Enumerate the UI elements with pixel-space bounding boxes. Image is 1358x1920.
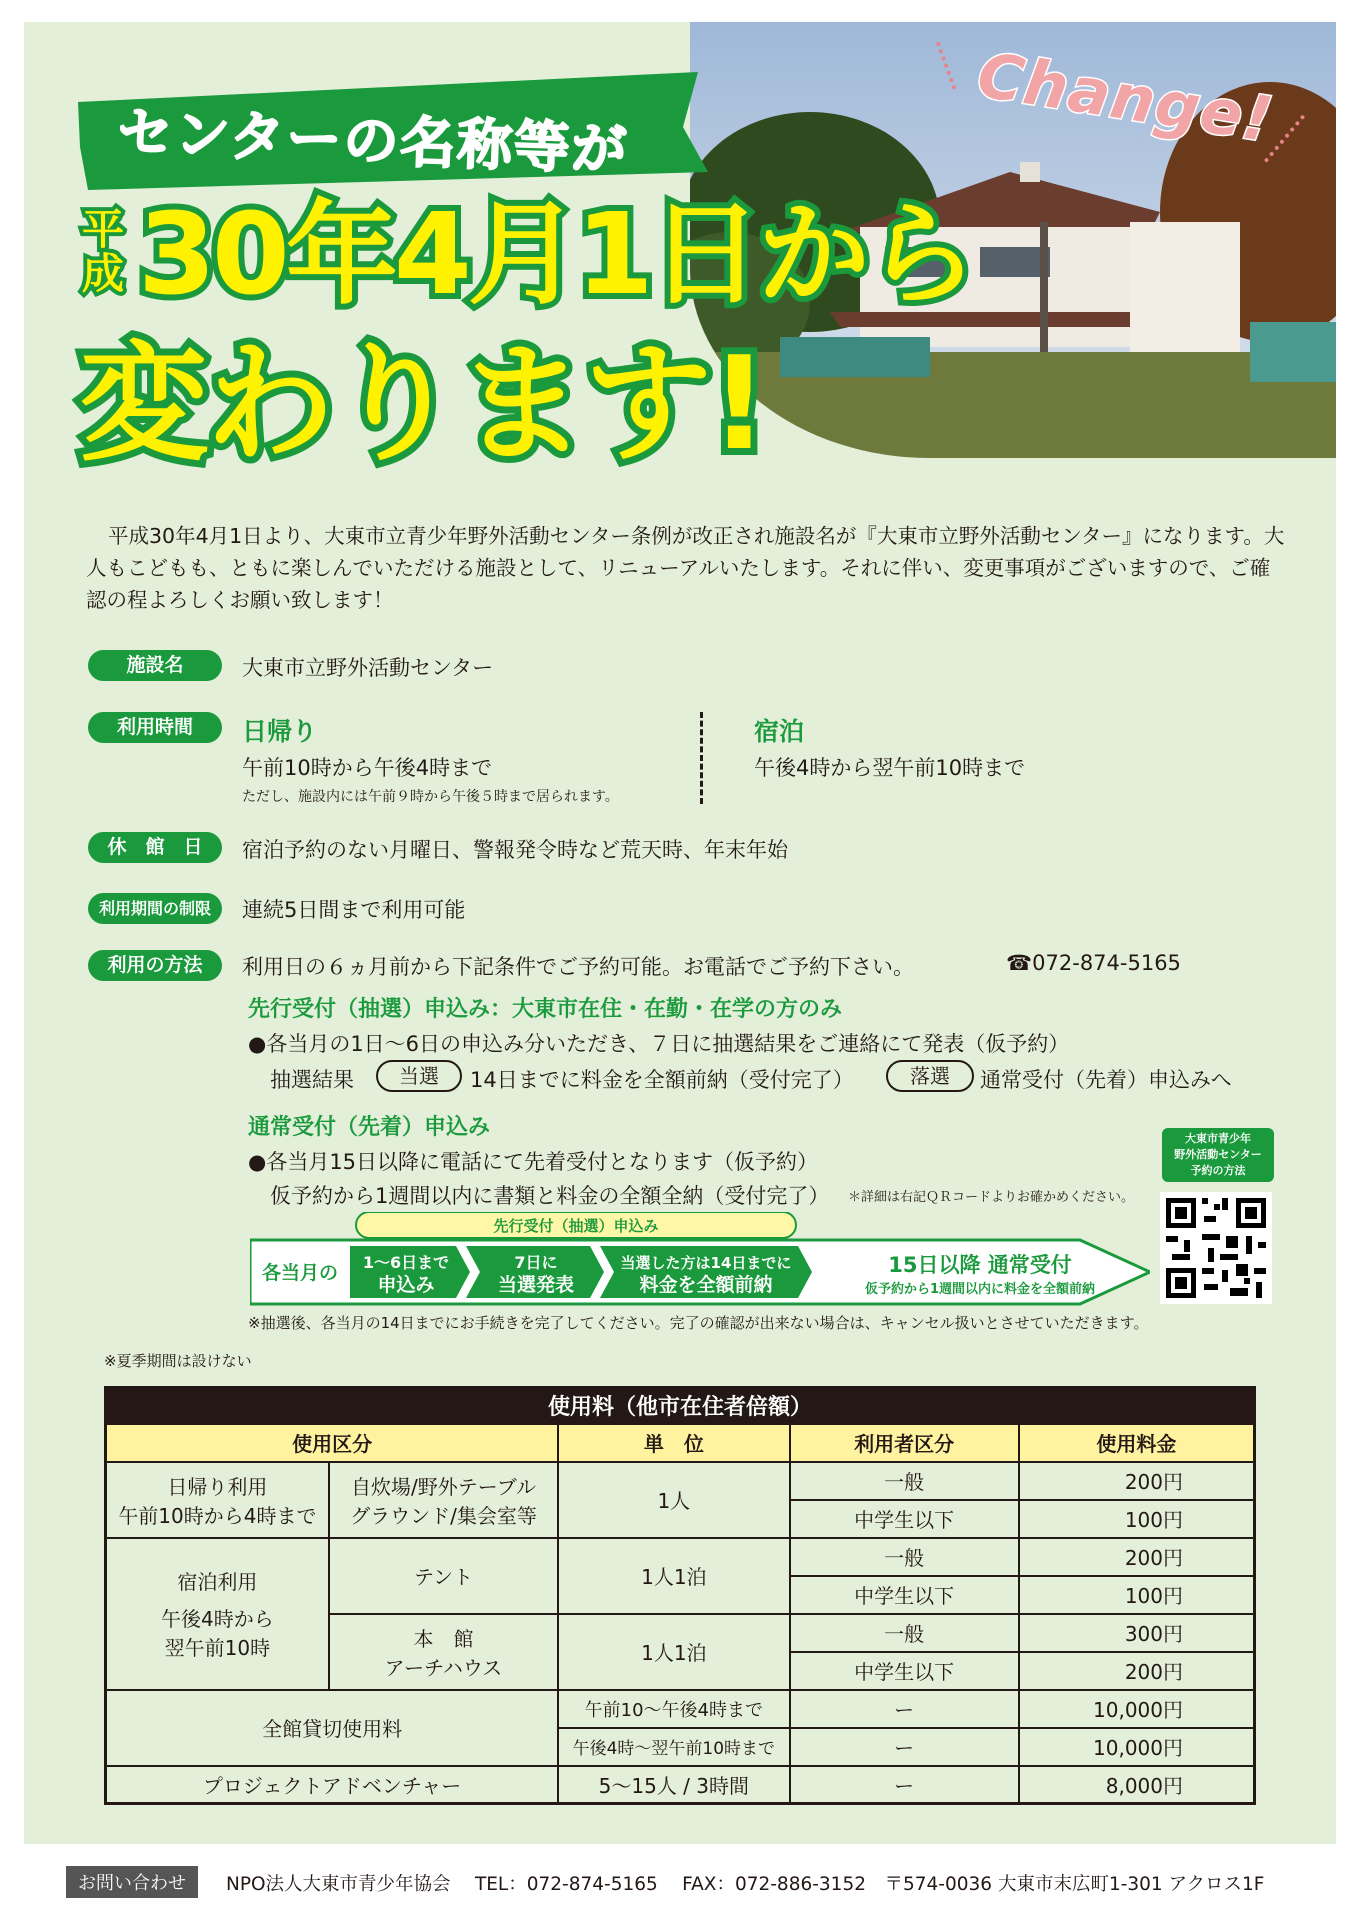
lottery-title: 先行受付（抽選）申込み：大東市在住・在勤・在学の方のみ (248, 997, 843, 1022)
fee-cell: 100円 (1019, 1500, 1255, 1538)
user-junior: 中学生以下 (790, 1652, 1019, 1690)
intro-paragraph (86, 520, 1286, 616)
lose-badge: 落選 (886, 1060, 974, 1092)
flow-step2b: 当選発表 (497, 1274, 575, 1296)
flow-step3a: 当選した方は14日までに (620, 1254, 792, 1272)
user-general: 一般 (790, 1462, 1019, 1500)
headline-line1: センターの名称等が (116, 100, 630, 182)
closed-label: 休 館 日 (88, 832, 222, 863)
change-text: Change! (972, 37, 1278, 157)
dash-cell: ー (790, 1728, 1019, 1766)
fee-table (104, 1386, 1256, 1805)
normal-line1: ●各当月15日以降に電話にて先着受付となります（仮予約） (248, 1150, 819, 1174)
day-value: 午前10時から午後4時まで (242, 756, 493, 780)
day-title: 日帰り (242, 717, 318, 746)
flow-top-label: 先行受付（抽選）申込み (493, 1217, 659, 1235)
table-row (106, 1766, 1255, 1804)
table-row (106, 1690, 1255, 1728)
table-row (106, 1538, 1255, 1576)
qr-code-icon[interactable] (1160, 1192, 1272, 1304)
day-items: 自炊場/野外テーブル (351, 1474, 536, 1499)
normal-note: ＊詳細は右記ＱＲコードよりお確かめください。 (848, 1190, 1135, 1205)
facility-value: 大東市立野外活動センター (242, 656, 494, 680)
fee-cell: 10,000円 (1019, 1690, 1255, 1728)
dash-cell: ー (790, 1766, 1019, 1804)
stay-sub2: 翌午前10時 (164, 1636, 271, 1660)
cancel-note: ※抽選後、各当月の14日までにお手続きを完了してください。完了の確認が出来ない場合は、キャンセル扱いとさせていただきます。 (248, 1314, 1149, 1332)
user-general: 一般 (790, 1538, 1019, 1576)
header-unit: 単 位 (558, 1424, 789, 1462)
stay-value: 午後4時から翌午前10時まで (754, 756, 1026, 780)
user-general: 一般 (790, 1614, 1019, 1652)
day-use-cell (106, 1462, 329, 1538)
whole-rental: 全館貸切使用料 (106, 1690, 559, 1766)
fee-cell: 200円 (1019, 1538, 1255, 1576)
day-use: 日帰り利用 (167, 1474, 268, 1499)
fee-cell: 10,000円 (1019, 1728, 1255, 1766)
qr-caption-line3: 予約の方法 (1190, 1164, 1246, 1177)
contact-label: お問い合わせ (66, 1866, 198, 1898)
lottery-result-lose: 通常受付（先着）申込みへ (980, 1068, 1232, 1092)
closed-value: 宿泊予約のない月曜日、警報発令時など荒天時、年末年始 (242, 838, 788, 862)
qr-caption (1162, 1128, 1274, 1182)
headline-date: 30年4月1日から (138, 190, 974, 320)
fee-cell: 300円 (1019, 1614, 1255, 1652)
hours-label: 利用時間 (88, 712, 222, 743)
flow-step4b: 仮予約から1週間以内に料金を全額前納 (864, 1282, 1096, 1297)
pa-unit: 5～15人 / 3時間 (558, 1766, 789, 1804)
fee-cell: 200円 (1019, 1462, 1255, 1500)
flow-step1b: 申込み (377, 1274, 435, 1296)
phone-number: ☎072-874-5165 (1006, 951, 1181, 975)
day-items2: グラウンド/集会室等 (350, 1503, 537, 1528)
flow-step4a: 15日以降 通常受付 (888, 1253, 1072, 1277)
user-junior: 中学生以下 (790, 1500, 1019, 1538)
limit-label: 利用期間の制限 (88, 893, 222, 924)
main-hall-unit: 1人1泊 (558, 1614, 789, 1690)
stay-title: 宿泊 (754, 717, 805, 746)
qr-caption-line2: 野外活動センター (1174, 1148, 1262, 1161)
flow-start: 各当月の (261, 1262, 339, 1284)
stay-sub1: 午後4時から (161, 1607, 274, 1631)
stay-use: 宿泊利用 (177, 1570, 258, 1594)
fee-cell: 200円 (1019, 1652, 1255, 1690)
lottery-result-label: 抽選結果 (270, 1068, 354, 1092)
stay-use-cell (106, 1538, 329, 1690)
method-value: 利用日の６ヵ月前から下記条件でご予約可能。お電話でご予約下さい。 (242, 955, 914, 979)
fee-cell: 100円 (1019, 1576, 1255, 1614)
method-label: 利用の方法 (88, 950, 222, 981)
day-items-cell (329, 1462, 558, 1538)
day-use-sub: 午前10時から4時まで (118, 1503, 317, 1528)
fee-cell: 8,000円 (1019, 1766, 1255, 1804)
reservation-flow (250, 1212, 1150, 1308)
day-unit: 1人 (558, 1462, 789, 1538)
win-badge: 当選 (376, 1060, 462, 1092)
user-junior: 中学生以下 (790, 1576, 1019, 1614)
table-row (106, 1462, 1255, 1500)
contact-text: NPO法人大東市青少年協会 TEL：072-874-5165 FAX：072-886-3152 〒574-0036 大東市末広町1-301 アクロス1F (226, 1874, 1265, 1895)
whole-night-unit: 午後4時～翌午前10時まで (558, 1728, 789, 1766)
main-hall-cell (329, 1614, 558, 1690)
flow-step3b: 料金を全額前納 (639, 1274, 773, 1296)
normal-title: 通常受付（先着）申込み (248, 1115, 491, 1140)
project-adventure: プロジェクトアドベンチャー (106, 1766, 559, 1804)
summer-note: ※夏季期間は設けない (104, 1352, 252, 1370)
lottery-line1: ●各当月の1日～6日の申込み分いただき、７日に抽選結果をご連絡にて発表（仮予約） (248, 1032, 1070, 1056)
hours-divider (700, 712, 703, 804)
intro-text: 平成30年4月1日より、大東市立青少年野外活動センター条例が改正され施設名が『大東市立野外活動センター』になります。大人もこどもも、ともに楽しんでいただける施設として、リニューアルいたします。それに伴い、変更事項がございますので、ご確認の程よろしくお願い致します！ (86, 524, 1285, 612)
flow-step2a: 7日に (514, 1253, 558, 1272)
qr-caption-line1: 大東市青少年 (1185, 1132, 1251, 1145)
flow-step1a: 1～6日まで (362, 1253, 450, 1272)
header-category: 使用区分 (106, 1424, 559, 1462)
main-hall1: 本 館 (413, 1626, 474, 1651)
era-label: 平成 (82, 205, 125, 298)
main-hall2: アーチハウス (384, 1655, 503, 1680)
limit-value: 連続5日間まで利用可能 (242, 898, 466, 922)
header-fee: 使用料金 (1019, 1424, 1255, 1462)
header-user-type: 利用者区分 (790, 1424, 1019, 1462)
lottery-result-win: 14日までに料金を全額前納（受付完了） (470, 1068, 854, 1092)
normal-line2: 仮予約から1週間以内に書類と料金の全額全納（受付完了） (270, 1184, 830, 1208)
table-caption: 使用料（他市在住者倍額） (106, 1388, 1255, 1424)
whole-day-unit: 午前10～午後4時まで (558, 1690, 789, 1728)
tent: テント (329, 1538, 558, 1614)
day-note: ただし、施設内には午前９時から午後５時まで居られます。 (242, 789, 619, 805)
facility-label: 施設名 (88, 650, 222, 681)
dash-cell: ー (790, 1690, 1019, 1728)
headline-line3: 変わります! (80, 330, 767, 479)
tent-unit: 1人1泊 (558, 1538, 789, 1614)
footer (66, 1864, 1316, 1900)
